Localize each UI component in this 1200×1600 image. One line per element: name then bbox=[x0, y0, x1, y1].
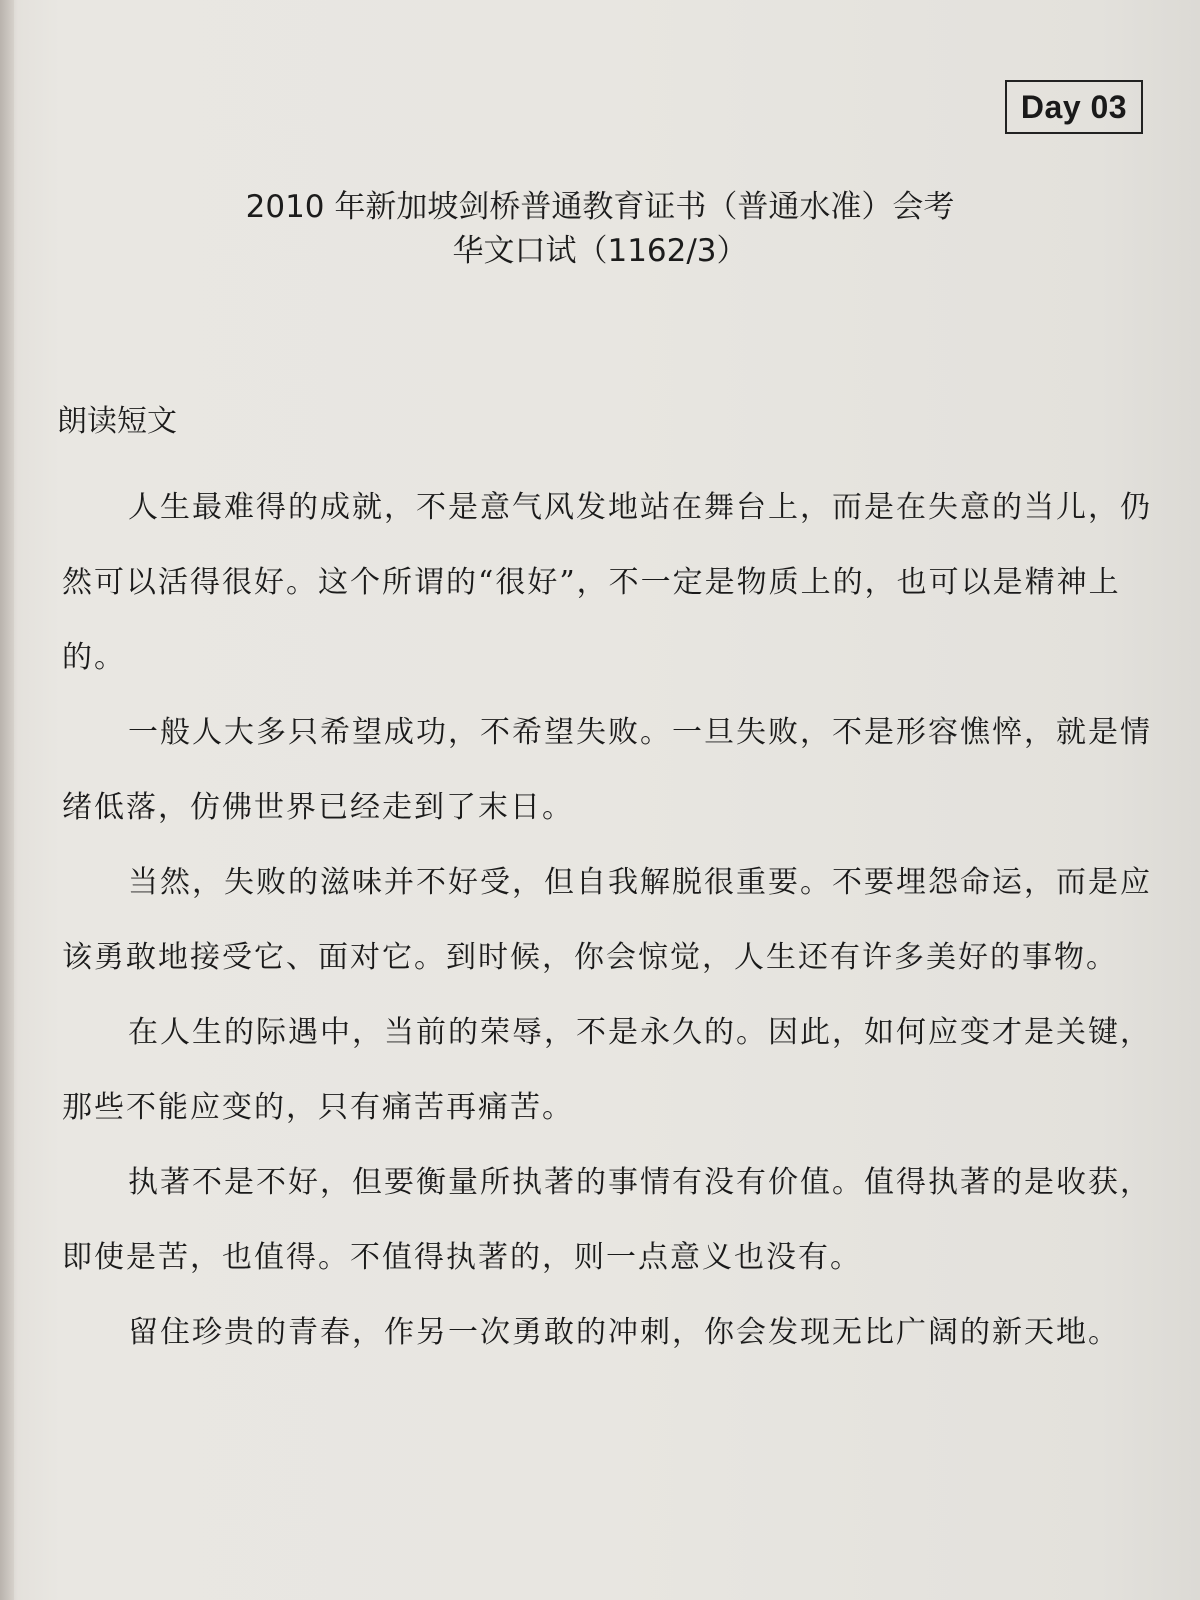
exam-title: 2010 年新加坡剑桥普通教育证书（普通水准）会考 bbox=[245, 189, 955, 225]
section-heading: 朗读短文 bbox=[57, 404, 177, 439]
passage-paragraph: 人生最难得的成就，不是意气风发地站在舞台上，而是在失意的当儿，仍然可以活得很好。这个所谓的“很好”，不一定是物质上的，也可以是精神上的。 bbox=[62, 490, 1152, 675]
passage-paragraph: 在人生的际遇中，当前的荣辱，不是永久的。因此，如何应变才是关键，那些不能应变的，只有痛苦再痛苦。 bbox=[62, 1015, 1152, 1125]
passage-paragraph: 一般人大多只希望成功，不希望失败。一旦失败，不是形容憔悴，就是情绪低落，仿佛世界已经走到了末日。 bbox=[62, 715, 1152, 825]
passage-paragraph: 执著不是不好，但要衡量所执著的事情有没有价值。值得执著的是收获，即使是苦，也值得。不值得执著的，则一点意义也没有。 bbox=[62, 1165, 1152, 1275]
reading-passage bbox=[62, 470, 1157, 1370]
exam-subtitle: 华文口试（1162/3） bbox=[452, 233, 748, 269]
passage-paragraph: 留住珍贵的青春，作另一次勇敢的冲刺，你会发现无比广阔的新天地。 bbox=[128, 1315, 1120, 1350]
passage-paragraph: 当然，失败的滋味并不好受，但自我解脱很重要。不要埋怨命运，而是应该勇敢地接受它、面对它。到时候，你会惊觉，人生还有许多美好的事物。 bbox=[62, 865, 1152, 975]
day-badge: Day 03 bbox=[1005, 80, 1143, 134]
